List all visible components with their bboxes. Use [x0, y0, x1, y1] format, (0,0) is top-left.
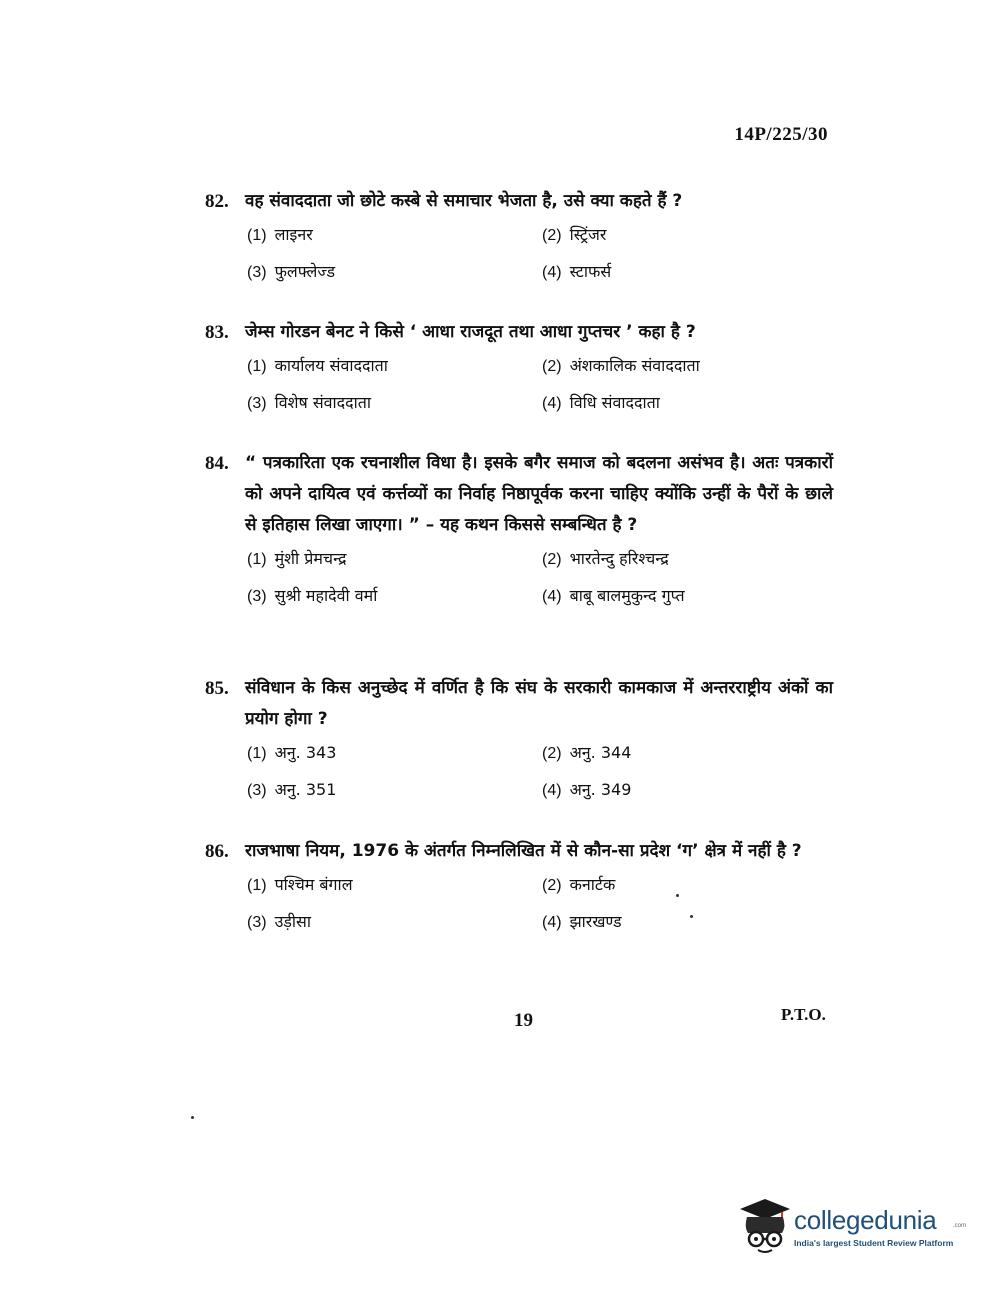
collegedunia-watermark: [738, 1197, 968, 1257]
question-84: [205, 448, 833, 609]
option-4: (4) विधि संवाददाता: [542, 393, 660, 412]
scan-speck: [690, 915, 693, 918]
question-83: [205, 317, 833, 416]
question-number: 82.: [205, 191, 229, 212]
page-number: 19: [514, 1010, 533, 1031]
question-text: संविधान के किस अनुच्छेद में वर्णित है कि संघ के सरकारी कामकाज में अन्तरराष्ट्रीय अंकों का प्रयोग होगा ?: [245, 678, 833, 729]
option-3: (3) फुलफ्लेज्ड: [247, 262, 336, 281]
options: [247, 547, 833, 609]
option-1: (1) अनु. 343: [247, 743, 337, 762]
option-3: (3) उड़ीसा: [247, 912, 311, 931]
question-number: 83.: [205, 322, 229, 343]
brand-tagline: India's largest Student Review Platform: [794, 1238, 954, 1248]
options: [247, 354, 833, 416]
question-text: जेम्स गोरडन बेनट ने किसे ‘ आधा राजदूत तथा आधा गुप्तचर ’ कहा है ?: [245, 322, 696, 342]
option-3: (3) सुश्री महादेवी वर्मा: [247, 586, 378, 605]
options: [247, 223, 833, 285]
option-3: (3) विशेष संवाददाता: [247, 393, 372, 412]
mascot-icon: [738, 1197, 792, 1255]
scan-speck: [676, 894, 679, 897]
question-85: [205, 673, 833, 803]
option-2: (2) कनार्टक: [542, 875, 616, 894]
options: [247, 741, 833, 803]
option-1: (1) लाइनर: [247, 225, 313, 244]
question-86: [205, 836, 833, 935]
question-text: वह संवाददाता जो छोटे कस्बे से समाचार भेजता है, उसे क्या कहते हैं ?: [245, 191, 683, 211]
question-number: 84.: [205, 453, 229, 474]
option-4: (4) स्टाफर्स: [542, 262, 612, 281]
option-1: (1) मुंशी प्रेमचन्द्र: [247, 549, 347, 568]
option-3: (3) अनु. 351: [247, 780, 337, 799]
option-1: (1) कार्यालय संवाददाता: [247, 356, 388, 375]
option-1: (1) पश्चिम बंगाल: [247, 875, 353, 894]
option-2: (2) अंशकालिक संवाददाता: [542, 356, 700, 375]
question-82: [205, 186, 833, 285]
options: [247, 873, 833, 935]
question-text: राजभाषा नियम, 1976 के अंतर्गत निम्नलिखित में से कौन-सा प्रदेश ‘ग’ क्षेत्र में नहीं है ?: [245, 841, 802, 861]
option-2: (2) स्ट्रिंजर: [542, 225, 607, 244]
scan-speck: [191, 1116, 194, 1119]
question-text: “ पत्रकारिता एक रचनाशील विधा है। इसके बगैर समाज को बदलना असंभव है। अतः पत्रकारों को अपने दायित्व एवं कर्त्तव्यों का निर्वाह निष्ठापूर्वक करना चाहिए क्योंकि उन्हीं के पैरों के छाले से इतिहास लिखा जाएगा। ” – यह कथन किससे सम्बन्धित है ?: [245, 453, 833, 535]
pto-label: P.T.O.: [781, 1005, 826, 1024]
brand-name: collegedunia: [794, 1205, 937, 1235]
option-2: (2) अनु. 344: [542, 743, 632, 762]
option-4: (4) झारखण्ड: [542, 912, 622, 931]
question-number: 86.: [205, 841, 229, 862]
question-number: 85.: [205, 678, 229, 699]
paper-code: 14P/225/30: [734, 124, 828, 145]
option-4: (4) अनु. 349: [542, 780, 632, 799]
option-2: (2) भारतेन्दु हरिश्चन्द्र: [542, 549, 669, 568]
option-4: (4) बाबू बालमुकुन्द गुप्त: [542, 586, 685, 605]
brand-domain: .com: [953, 1223, 967, 1229]
